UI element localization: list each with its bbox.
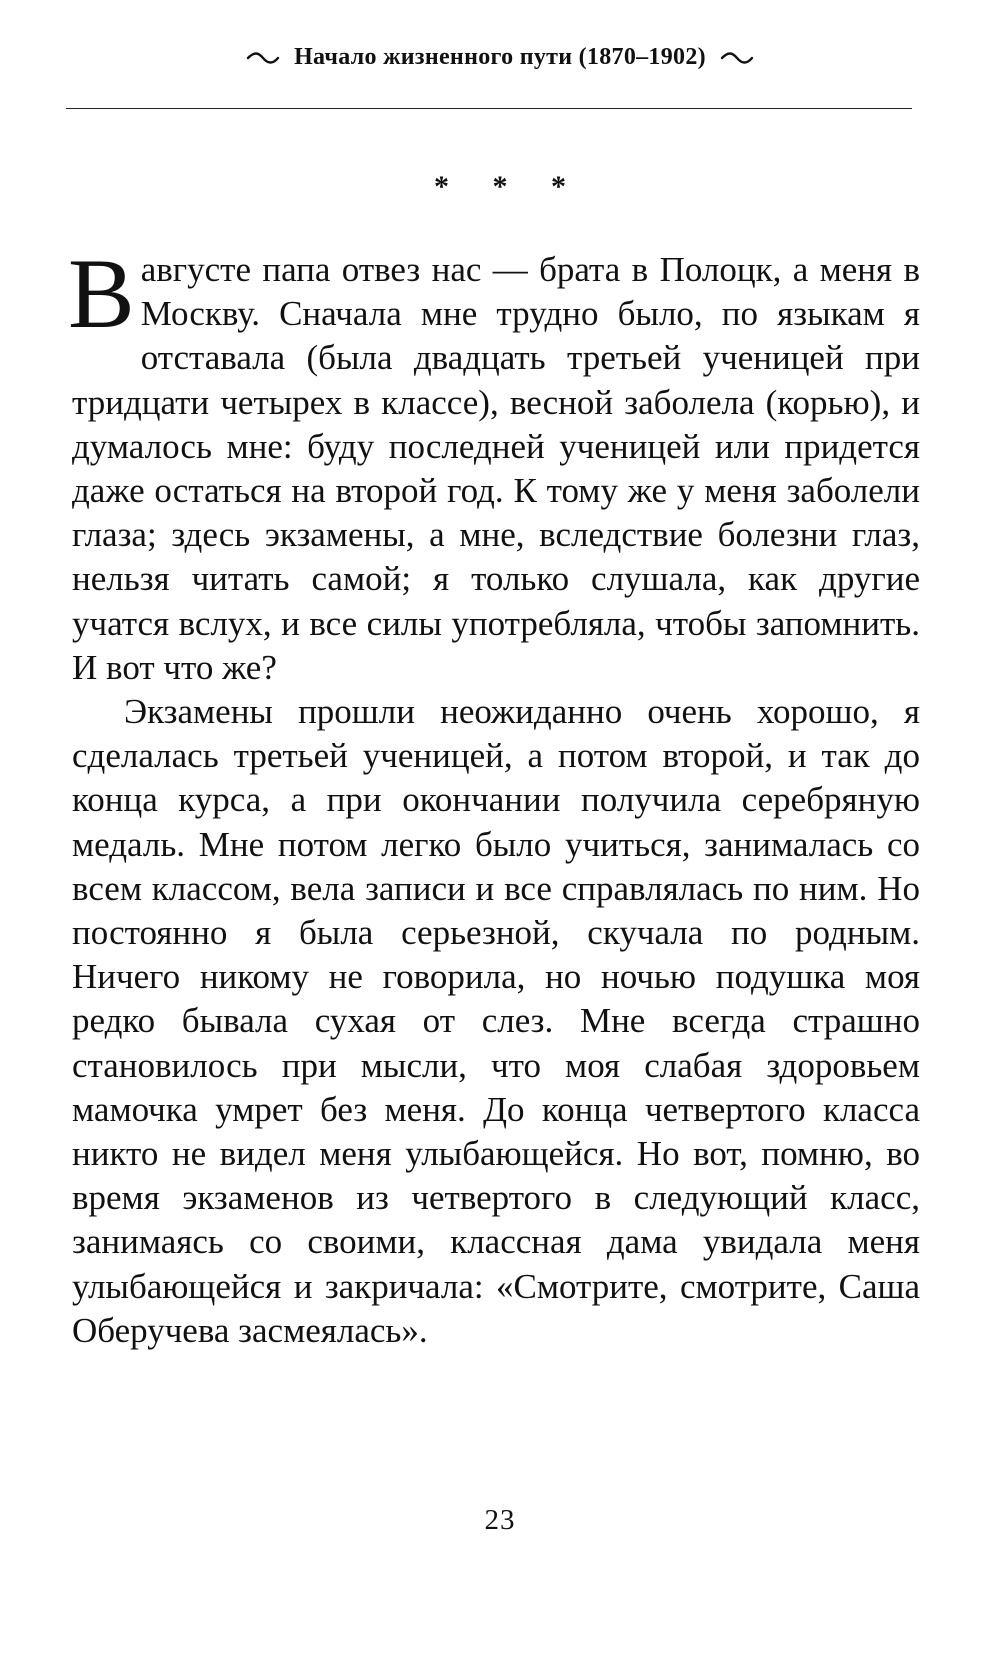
header-rule <box>66 108 912 109</box>
paragraph-2: Экзамены прошли неожиданно очень хорошо, я сделалась третьей ученицей, а потом второй, и так до конца курса, а при окончании получила серебряную медаль. Мне потом легко было учиться, занималась со всем классом, вела записи и все справлялась по ним. Но постоянно я была серьезной, скучала по родным. Ничего никому не говорила, но ночью подушка моя редко бывала сухая от слез. Мне всегда страшно становилось при мысли, что моя слабая здоровьем мамочка умрет без меня. До конца четвертого класса никто не видел меня улыбающейся. Но вот, помню, во время экзаменов из четвертого в следующий класс, занимаясь со своими, классная дама увидала меня улыбающейся и закричала: «Смотрите, смотрите, Саша Оберучева засмеялась». <box>72 692 920 1350</box>
left-swash-ornament-icon <box>246 51 280 65</box>
drop-cap: В <box>68 238 135 349</box>
paragraph-1-text: августе папа отвез нас — брата в Полоцк, а меня в Москву. Сначала мне трудно было, по языкам я отставала (была двадцать третьей ученицей при тридцати четырех в классе), весной заболела (корью), и думалось мне: буду последней ученицей или придется даже остаться на второй год. К тому же у меня заболели глаза; здесь экзамены, а мне, вследствие болезни глаз, нельзя читать самой; я только слушала, как другие учатся вслух, и все силы употребляла, чтобы запомнить. И вот что же? <box>72 250 920 687</box>
running-head <box>0 44 1000 71</box>
running-title: Начало жизненного пути (1870–1902) <box>294 44 706 70</box>
body-text <box>68 238 920 1353</box>
section-separator: * * * <box>434 170 584 203</box>
paragraph-1 <box>68 238 920 690</box>
right-swash-ornament-icon <box>720 51 754 65</box>
page-number: 23 <box>484 1504 516 1536</box>
